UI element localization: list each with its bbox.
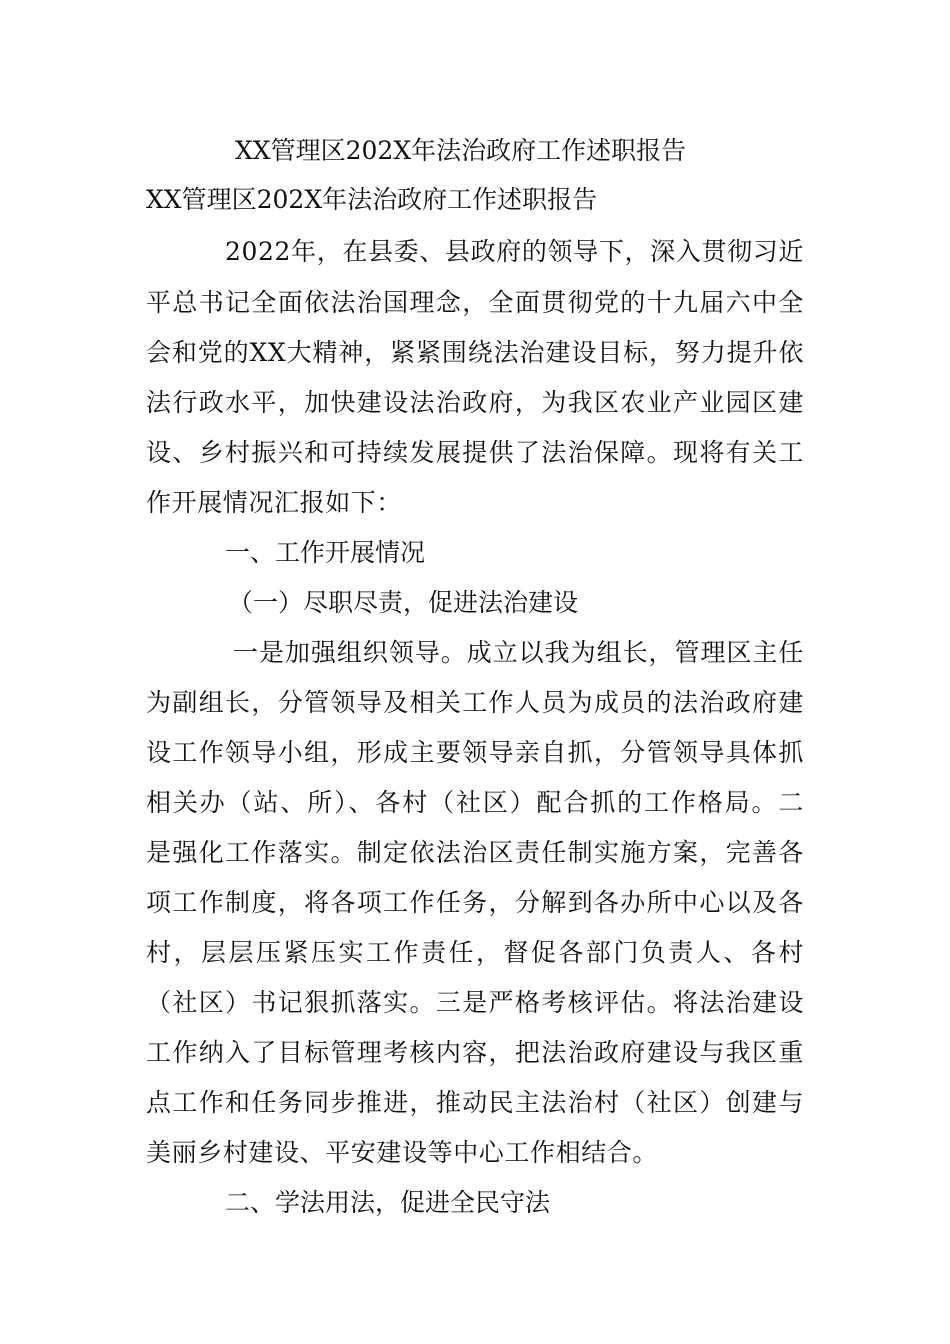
intro-line-1: 2022年，在县委、县政府的领导下，深入贯彻习近: [225, 237, 804, 266]
section1-line-8: （社区）书记狠抓落实。三是严格考核评估。将法治建设: [146, 988, 804, 1017]
section1-line-1: 一是加强组织领导。成立以我为组长，管理区主任: [233, 638, 804, 667]
intro-line-4: 法行政水平，加快建设法治政府，为我区农业产业园区建: [146, 388, 804, 417]
section-heading-1: 一、工作开展情况: [225, 538, 426, 567]
section1-line-3: 设工作领导小组，形成主要领导亲自抓，分管领导具体抓: [146, 738, 804, 767]
section1-line-2: 为副组长，分管领导及相关工作人员为成员的法治政府建: [146, 688, 804, 717]
section1-line-9: 工作纳入了目标管理考核内容，把法治政府建设与我区重: [146, 1038, 804, 1067]
document-subtitle: XX管理区202X年法治政府工作述职报告: [146, 185, 598, 214]
section1-line-7: 村，层层压紧压实工作责任，督促各部门负责人、各村: [146, 938, 804, 967]
section1-line-4: 相关办（站、所）、各村（社区）配合抓的工作格局。二: [146, 788, 804, 817]
section1-line-11: 美丽乡村建设、平安建设等中心工作相结合。: [146, 1138, 659, 1167]
section1-line-5: 是强化工作落实。制定依法治区责任制实施方案，完善各: [146, 838, 804, 867]
subsection-heading-1: （一）尽职尽责，促进法治建设: [228, 588, 579, 617]
intro-line-3: 会和党的XX大精神，紧紧围绕法治建设目标，努力提升依: [146, 338, 804, 367]
document-title: XX管理区202X年法治政府工作述职报告: [235, 136, 687, 165]
section-heading-2: 二、学法用法，促进全民守法: [225, 1188, 551, 1217]
intro-line-6: 作开展情况汇报如下：: [146, 488, 403, 517]
section1-line-10: 点工作和任务同步推进，推动民主法治村（社区）创建与: [146, 1088, 804, 1117]
intro-line-2: 平总书记全面依法治国理念，全面贯彻党的十九届六中全: [146, 288, 804, 317]
intro-line-5: 设、乡村振兴和可持续发展提供了法治保障。现将有关工: [146, 438, 804, 467]
section1-line-6: 项工作制度，将各项工作任务，分解到各办所中心以及各: [146, 888, 804, 917]
